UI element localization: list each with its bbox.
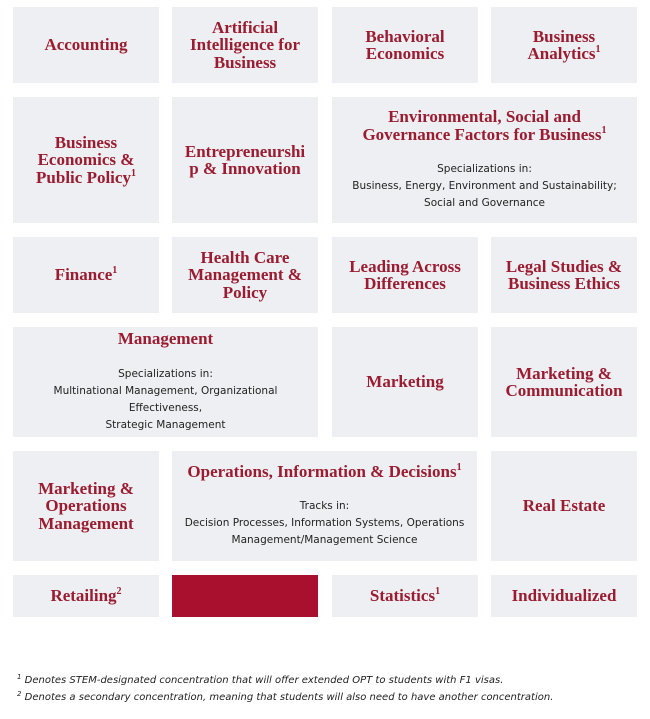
tile-title: Accounting	[44, 35, 128, 55]
tile-title: Real Estate	[522, 496, 606, 516]
specializations-list: Business, Energy, Environment and Sustainability; Social and Governance	[352, 180, 617, 209]
tile-finance[interactable]	[13, 237, 159, 313]
tile-marketing-operations[interactable]	[13, 451, 159, 561]
stem-marker: 1	[595, 44, 601, 55]
tile-marketing-communication[interactable]	[491, 327, 637, 437]
tile-leading-across-differences[interactable]	[332, 237, 478, 313]
tile-title: Marketing & Operations Management	[38, 478, 134, 533]
tile-management[interactable]	[13, 327, 318, 437]
tile-title: Retailing$^2$	[50, 586, 122, 606]
tile-title: Environmental, Social and Governance Factors for Business$^1$	[362, 107, 607, 144]
footnote-secondary: $^2$ Denotes a secondary concentration, meaning that students will also need to have another concentration.	[17, 690, 554, 703]
tile-business-analytics[interactable]	[491, 7, 637, 83]
tile-title: Individualized	[511, 586, 617, 606]
tile-individualized[interactable]	[491, 575, 637, 617]
tile-marketing[interactable]	[332, 327, 478, 437]
tile-legal-studies[interactable]	[491, 237, 637, 313]
specializations-label: Specializations in:	[118, 367, 213, 380]
stem-marker: 1	[601, 124, 607, 136]
tile-title: Marketing	[366, 372, 444, 392]
tile-retailing[interactable]	[13, 575, 159, 617]
stem-marker: 1	[130, 167, 136, 179]
tracks-list: Decision Processes, Information Systems, Operations Management/Management Science	[184, 517, 465, 547]
accent-tile	[172, 575, 318, 617]
tile-title: Behavioral Economics	[365, 26, 445, 63]
tile-title: Health Care Management & Policy	[188, 247, 302, 302]
tile-title: Business Analytics$^1$	[527, 26, 601, 63]
tile-title: Legal Studies & Business Ethics	[505, 256, 623, 293]
stem-marker: 1	[435, 586, 441, 598]
tile-title: Entrepreneurshi p & Innovation	[184, 141, 306, 178]
tile-statistics[interactable]	[332, 575, 478, 617]
tile-title: Leading Across Differences	[349, 256, 461, 293]
tile-esg[interactable]	[332, 97, 637, 223]
secondary-marker: 2	[17, 690, 22, 698]
tile-real-estate[interactable]	[491, 451, 637, 561]
tracks-label: Tracks in:	[299, 500, 350, 513]
tile-health-care[interactable]	[172, 237, 318, 313]
tile-title: Business Economics & Public Policy$^1$	[36, 132, 136, 187]
tile-entrepreneurship[interactable]	[172, 97, 318, 223]
tile-operations-information-decisions[interactable]	[172, 451, 477, 561]
tile-title: Marketing & Communication	[505, 363, 623, 400]
footnote-stem: $^1$ Denotes STEM-designated concentration that will offer extended OPT to students with F1 visas.	[17, 673, 504, 686]
tile-ai-for-business[interactable]	[172, 7, 318, 83]
tile-title: Finance$^1$	[54, 265, 118, 285]
tile-title: Management	[117, 329, 214, 349]
tile-accounting[interactable]	[13, 7, 159, 83]
stem-marker: 1	[17, 673, 22, 681]
specializations-label: Specializations in:	[437, 163, 532, 175]
stem-marker: 1	[456, 461, 462, 473]
tile-behavioral-economics[interactable]	[332, 7, 478, 83]
footnotes	[17, 672, 553, 706]
stem-marker: 1	[112, 265, 118, 277]
tile-title: Statistics$^1$	[369, 586, 441, 606]
tile-business-economics[interactable]	[13, 97, 159, 223]
tile-title: Artificial Intelligence for Business	[190, 17, 300, 72]
tile-title: Operations, Information & Decisions$^1$	[187, 461, 462, 481]
specializations-list: Multinational Management, Organizational Effectiveness, Strategic Management	[53, 384, 278, 431]
secondary-marker: 2	[116, 586, 122, 598]
